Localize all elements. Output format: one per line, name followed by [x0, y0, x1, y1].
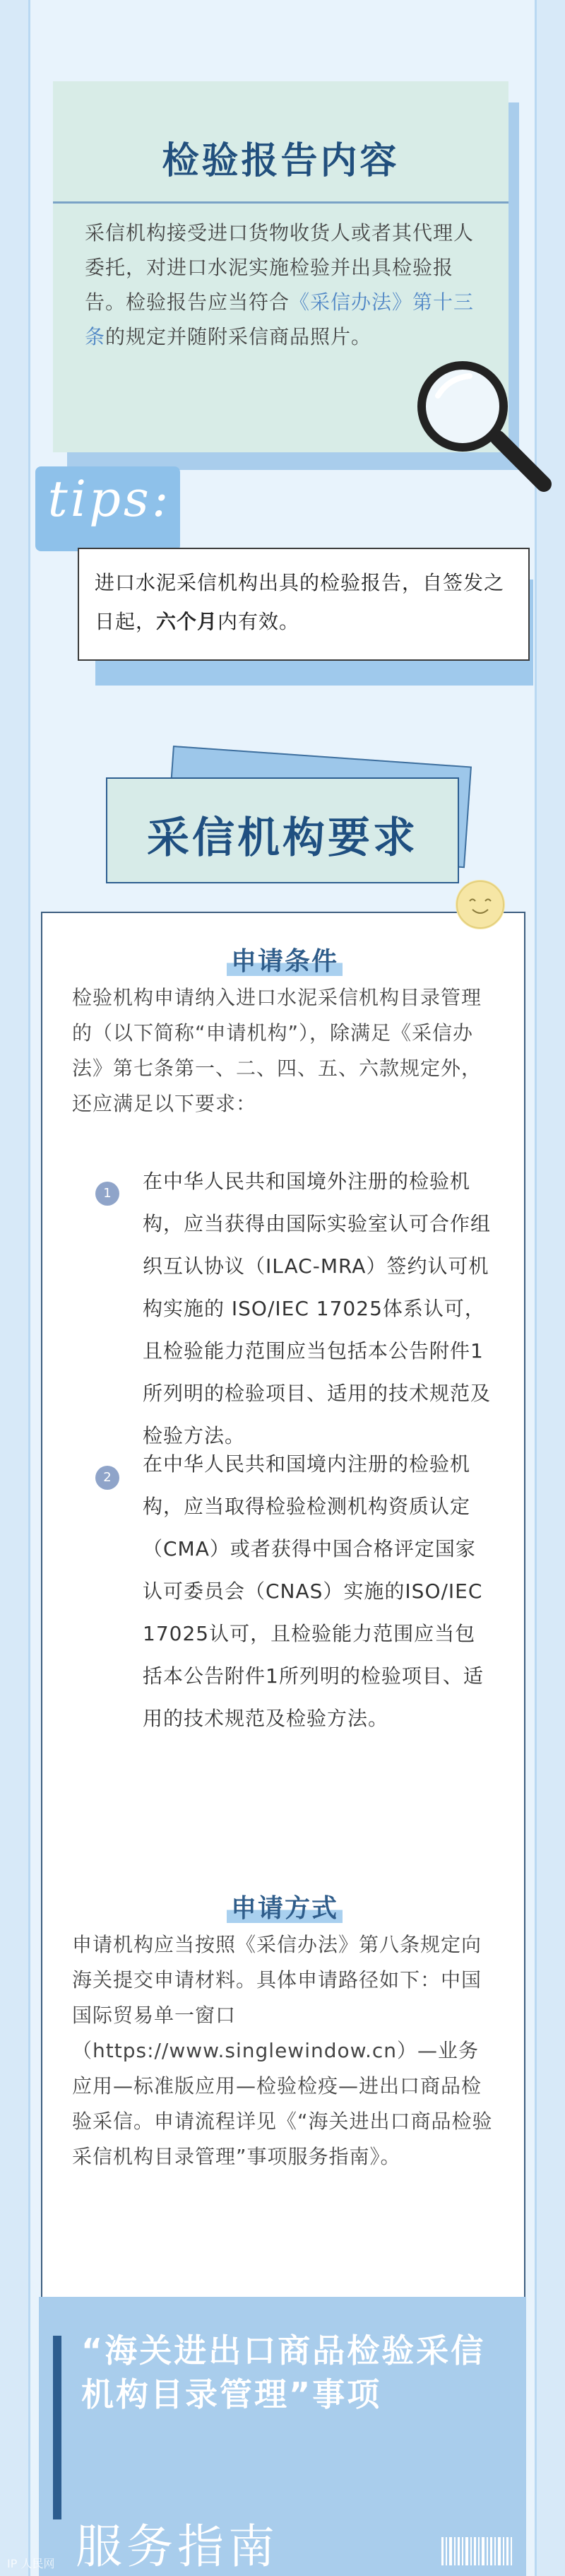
condition-item-2: 在中华人民共和国境内注册的检验机构，应当取得检验检测机构资质认定（CMA）或者获得中国合格评定国家认可委员会（CNAS）实施的ISO/IEC 17025认可，且检验能力范围应当包括本公告附件1所列明的检验项目、适用的技术规范及检验方法。	[143, 1452, 484, 1730]
left-edge-line	[28, 0, 30, 2576]
section-title-requirements: 采信机构要求	[147, 813, 418, 863]
list-number-2: 2	[95, 1466, 119, 1490]
method-heading: 申请方式	[42, 1888, 527, 1924]
heading-box	[106, 777, 459, 883]
barcode-icon	[441, 2537, 516, 2565]
divider	[53, 201, 509, 204]
tips-box	[78, 548, 530, 661]
service-guide-banner	[39, 2297, 526, 2576]
validity-period: 六个月	[156, 610, 218, 633]
watermark: IP 人民网	[7, 2557, 55, 2570]
tips-text: 进口水泥采信机构出具的检验报告，自签发之日起，六个月内有效。	[95, 571, 505, 633]
conditions-heading: 申请条件	[42, 941, 527, 977]
conditions-intro: 检验机构申请纳入进口水泥采信机构目录管理的（以下简称“申请机构”），除满足《采信办法》第七条第一、二、四、五、六款规定外，还应满足以下要求：	[72, 986, 482, 1115]
magnifier-icon	[406, 360, 561, 502]
report-content-text: 采信机构接受进口货物收货人或者其代理人委托，对进口水泥实施检验并出具检验报告。检验报告应当符合《采信办法》第十三条的规定并随附采信商品照片。	[85, 221, 475, 348]
list-number-1: 1	[95, 1182, 119, 1206]
smiley-icon	[456, 880, 505, 929]
section-title-report: 检验报告内容	[162, 140, 400, 182]
method-text: 申请机构应当按照《采信办法》第八条规定向海关提交申请材料。具体申请路径如下：中国国际贸易单一窗口（https://www.singlewindow.cn）—业务应用—标准版应用—检验检疫—进出口商品检验采信。申请流程详见《“海关进出口商品检验采信机构目录管理”事项服务指南》。	[72, 1933, 493, 2168]
regulation-link-text: 《采信办法》第十三条	[85, 290, 475, 348]
banner-subtitle: 服务指南	[76, 2519, 279, 2574]
requirements-card	[41, 912, 525, 2311]
banner-accent-bar	[53, 2336, 61, 2519]
condition-item-1: 在中华人民共和国境外注册的检验机构，应当获得由国际实验室认可合作组织互认协议（ILAC-MRA）签约认可机构实施的 ISO/IEC 17025体系认可，且检验能力范围应当包括本公告附件1所列明的检验项目、适用的技术规范及检验方法。	[143, 1170, 492, 1447]
banner-title: “海关进出口商品检验采信机构目录管理”事项	[81, 2331, 486, 2413]
tips-label: tips:	[47, 470, 172, 528]
